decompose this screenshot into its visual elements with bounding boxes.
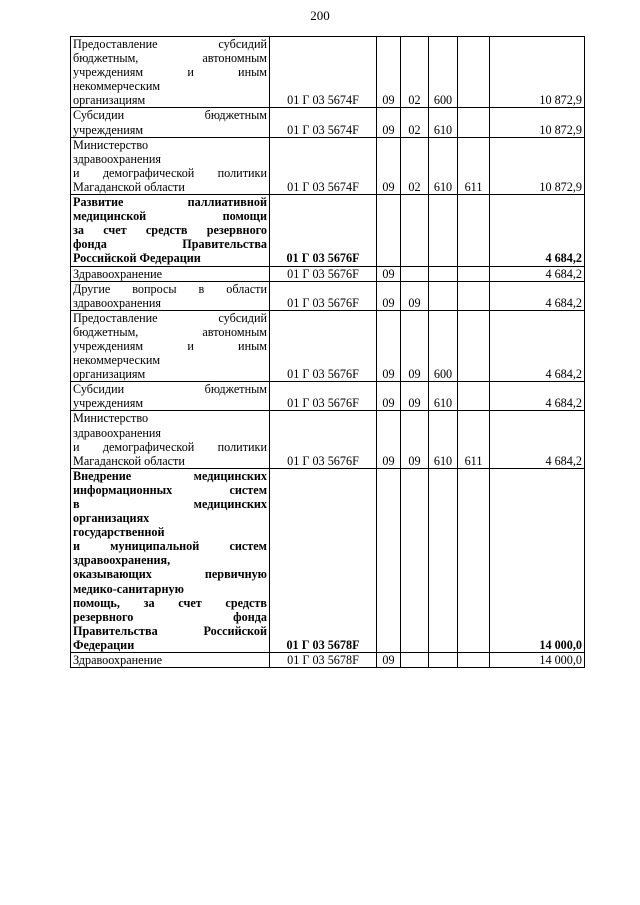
row-name-line: Развитие паллиативной: [73, 195, 267, 210]
row-amount: 10 872,9: [490, 37, 585, 108]
row-target-code: 01 Г 03 5676F: [270, 266, 377, 281]
row-name: [71, 281, 270, 310]
row-amount: 4 684,2: [490, 266, 585, 281]
row-target-code: 01 Г 03 5676F: [270, 195, 377, 266]
row-section: 09: [377, 108, 401, 137]
table-row: [71, 468, 585, 652]
row-subsection: 09: [401, 310, 429, 381]
budget-table: [70, 36, 585, 668]
row-expense-type: 600: [429, 37, 458, 108]
table-row: [71, 108, 585, 137]
row-department: [458, 266, 490, 281]
row-section: [377, 195, 401, 266]
row-target-code: 01 Г 03 5674F: [270, 137, 377, 194]
row-name-line: Магаданской области: [73, 453, 185, 468]
row-department: [458, 468, 490, 652]
table-row: [71, 195, 585, 266]
row-subsection: [401, 468, 429, 652]
row-expense-type: 610: [429, 411, 458, 468]
row-name: [71, 653, 270, 668]
row-department: [458, 195, 490, 266]
row-target-code: 01 Г 03 5678F: [270, 653, 377, 668]
row-amount: 14 000,0: [490, 653, 585, 668]
row-name-line: Здравоохранение: [73, 266, 163, 281]
row-expense-type: [429, 468, 458, 652]
row-name-line: Министерство: [73, 411, 149, 426]
row-department: [458, 382, 490, 411]
row-amount: 4 684,2: [490, 310, 585, 381]
row-expense-type: [429, 195, 458, 266]
row-department: [458, 281, 490, 310]
row-target-code: 01 Г 03 5676F: [270, 310, 377, 381]
row-expense-type: [429, 653, 458, 668]
row-name-line: медико-санитарную: [73, 581, 184, 596]
row-name-line: за счет средств резервного: [73, 223, 267, 238]
row-name-line: медицинской помощи: [73, 209, 267, 224]
row-amount: 4 684,2: [490, 382, 585, 411]
row-name-line: Правительства Российской: [73, 623, 267, 638]
row-amount: 4 684,2: [490, 281, 585, 310]
row-subsection: 09: [401, 382, 429, 411]
row-name-line: и демографической политики: [73, 439, 267, 454]
row-name-line: учреждениям: [73, 122, 144, 137]
row-name: [71, 266, 270, 281]
row-subsection: 02: [401, 137, 429, 194]
row-name-line: Министерство: [73, 137, 149, 152]
row-name-line: учреждениям и иным: [73, 338, 267, 353]
row-name: [71, 195, 270, 266]
row-section: 09: [377, 411, 401, 468]
row-name-line: бюджетным, автономным: [73, 324, 267, 339]
row-section: 09: [377, 310, 401, 381]
table-row: [71, 310, 585, 381]
row-name: [71, 468, 270, 652]
table-row: [71, 653, 585, 668]
row-expense-type: 610: [429, 108, 458, 137]
row-name-line: и демографической политики: [73, 165, 267, 180]
row-name-line: фонда Правительства: [73, 237, 267, 252]
row-subsection: [401, 653, 429, 668]
row-expense-type: [429, 281, 458, 310]
row-subsection: 09: [401, 281, 429, 310]
row-subsection: 09: [401, 411, 429, 468]
row-section: 09: [377, 382, 401, 411]
row-name-line: Субсидии бюджетным: [73, 108, 267, 123]
row-expense-type: [429, 266, 458, 281]
row-name-line: Российской Федерации: [73, 251, 201, 266]
row-department: [458, 310, 490, 381]
row-department: [458, 653, 490, 668]
row-amount: 10 872,9: [490, 137, 585, 194]
row-expense-type: 610: [429, 382, 458, 411]
row-name: [71, 37, 270, 108]
row-name-line: организациях: [73, 511, 150, 526]
row-section: [377, 468, 401, 652]
row-name-line: Магаданской области: [73, 179, 185, 194]
row-name-line: некоммерческим: [73, 79, 161, 94]
row-target-code: 01 Г 03 5674F: [270, 108, 377, 137]
row-name-line: Федерации: [73, 637, 135, 652]
row-name-line: Предоставление субсидий: [73, 37, 267, 51]
row-name-line: Другие вопросы в области: [73, 281, 267, 296]
row-subsection: 02: [401, 108, 429, 137]
row-expense-type: 610: [429, 137, 458, 194]
row-name-line: Предоставление субсидий: [73, 310, 267, 325]
row-name-line: здравоохранения: [73, 425, 162, 440]
row-section: 09: [377, 37, 401, 108]
row-name-line: организациям: [73, 367, 146, 382]
row-amount: 10 872,9: [490, 108, 585, 137]
row-subsection: [401, 266, 429, 281]
row-name-line: резервного фонда: [73, 609, 267, 624]
row-name: [71, 310, 270, 381]
row-name-line: некоммерческим: [73, 353, 161, 368]
row-section: 09: [377, 137, 401, 194]
row-department: [458, 37, 490, 108]
row-name-line: здравоохранения: [73, 295, 162, 310]
row-name-line: бюджетным, автономным: [73, 51, 267, 66]
row-name-line: учреждениям: [73, 396, 144, 411]
row-subsection: [401, 195, 429, 266]
table-row: [71, 266, 585, 281]
row-expense-type: 600: [429, 310, 458, 381]
table-row: [71, 37, 585, 108]
row-name-line: информационных систем: [73, 482, 267, 497]
row-target-code: 01 Г 03 5678F: [270, 468, 377, 652]
row-name-line: помощь, за счет средств: [73, 595, 267, 610]
row-name: [71, 137, 270, 194]
row-target-code: 01 Г 03 5674F: [270, 37, 377, 108]
row-name: [71, 382, 270, 411]
row-section: 09: [377, 281, 401, 310]
row-name: [71, 108, 270, 137]
row-department: [458, 108, 490, 137]
page-number: 200: [310, 8, 330, 23]
row-name-line: Внедрение медицинских: [73, 468, 267, 483]
row-department: 611: [458, 137, 490, 194]
row-target-code: 01 Г 03 5676F: [270, 411, 377, 468]
row-department: 611: [458, 411, 490, 468]
row-name-line: учреждениям и иным: [73, 65, 267, 80]
row-subsection: 02: [401, 37, 429, 108]
row-name: [71, 411, 270, 468]
row-amount: 14 000,0: [490, 468, 585, 652]
row-amount: 4 684,2: [490, 411, 585, 468]
row-name-line: Здравоохранение: [73, 653, 163, 668]
row-amount: 4 684,2: [490, 195, 585, 266]
table-body: [71, 37, 585, 668]
row-name-line: здравоохранения: [73, 151, 162, 166]
table-row: [71, 137, 585, 194]
table-row: [71, 411, 585, 468]
row-target-code: 01 Г 03 5676F: [270, 382, 377, 411]
row-target-code: 01 Г 03 5676F: [270, 281, 377, 310]
row-name-line: организациям: [73, 93, 146, 108]
row-name-line: государственной: [73, 525, 165, 540]
row-name-line: в медицинских: [73, 497, 267, 511]
row-name-line: Субсидии бюджетным: [73, 382, 267, 397]
row-section: 09: [377, 266, 401, 281]
row-section: 09: [377, 653, 401, 668]
table-row: [71, 281, 585, 310]
row-name-line: оказывающих первичную: [73, 567, 267, 582]
row-name-line: и муниципальной систем: [73, 539, 267, 554]
table-row: [71, 382, 585, 411]
row-name-line: здравоохранения,: [73, 553, 171, 568]
